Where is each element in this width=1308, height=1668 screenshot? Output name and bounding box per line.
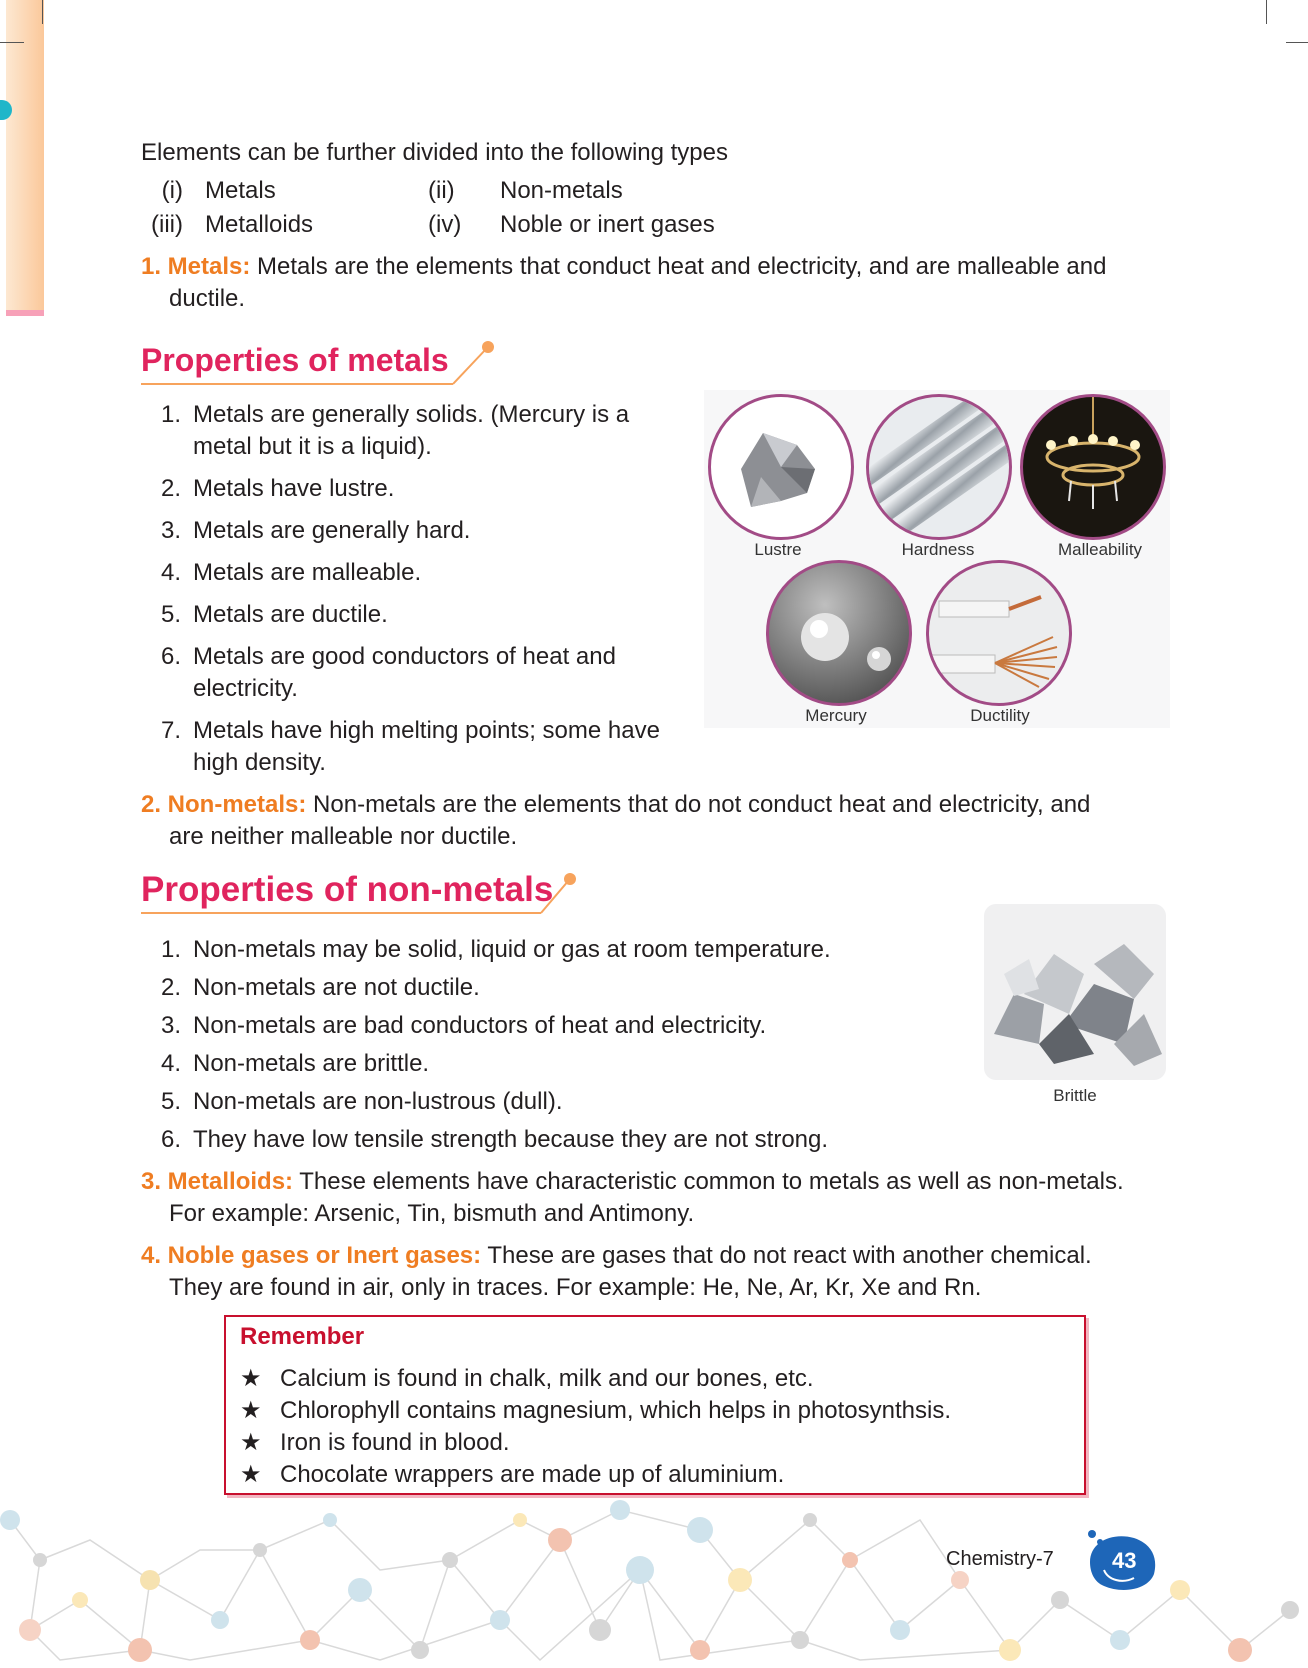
remember-box [224,1315,1086,1495]
mercury-photo [766,560,912,706]
crop-mark-top-right [1266,0,1267,24]
left-margin-tab [6,0,44,312]
caption-brittle: Brittle [1053,1086,1097,1105]
remember-item: ★ Iron is found in blood. [240,1427,1060,1459]
malleability-photo [1020,394,1166,540]
brittle-photo [984,904,1166,1080]
crop-mark-top-left [42,0,43,24]
caption-ductility: Ductility [970,706,1030,725]
metalloids-definition-cont: For example: Arsenic, Tin, bismuth and Antimony. [169,1200,695,1227]
caption-hardness: Hardness [901,540,975,559]
star-icon: ★ [240,1461,262,1488]
chandelier-icon [1023,397,1163,537]
nonmetals-definition: 2. Non-metals: Non-metals are the elements that do not conduct heat and electricity, and [141,791,1091,818]
crystal-fragments-icon [984,904,1166,1080]
copper-wire-icon [929,563,1069,703]
hardness-photo [866,394,1012,540]
ductility-photo [926,560,1072,706]
metalloids-definition: 3. Metalloids: These elements have characteristic common to metals as well as non-metals. [141,1168,1124,1195]
metals-definition-cont: ductile. [169,285,246,312]
nonmetals-properties-heading: Properties of non-metals [141,870,554,909]
lustre-photo [708,394,854,540]
metals-properties-heading: Properties of metals [141,342,449,378]
star-icon: ★ [240,1365,262,1392]
page-number-badge [1082,1528,1158,1594]
mercury-drops-icon [769,563,909,703]
metal-rods-icon [869,397,1009,537]
remember-item: ★ Chlorophyll contains magnesium, which helps in photosynthsis. [240,1395,1060,1427]
remember-item: ★ Chocolate wrappers are made up of aluminium. [240,1459,1060,1491]
metal-lump-icon [711,397,851,537]
star-icon: ★ [240,1397,262,1424]
crop-mark-top-left-h [0,42,24,43]
heading-underline-decoration [141,336,501,388]
metals-definition: 1. Metals: Metals are the elements that conduct heat and electricity, and are malleable and [141,253,1107,280]
caption-lustre: Lustre [754,540,802,559]
remember-title: Remember [240,1323,365,1350]
heading-underline-decoration [141,868,591,918]
remember-item: ★ Calcium is found in chalk, milk and our bones, etc. [240,1363,1060,1395]
left-tab-pink-line [6,310,44,316]
caption-malleability: Malleability [1057,540,1143,559]
noble-gases-definition-cont: They are found in air, only in traces. For example: He, Ne, Ar, Kr, Xe and Rn. [169,1274,982,1301]
caption-mercury: Mercury [805,706,867,725]
page-number: 43 [1112,1548,1137,1573]
nonmetals-definition-cont: are neither malleable nor ductile. [169,823,518,850]
crop-mark-top-right-h [1286,42,1308,43]
intro-text: Elements can be further divided into the following types [141,139,729,166]
star-icon: ★ [240,1429,262,1456]
footer-book-title: Chemistry-7 [946,1548,1054,1570]
noble-gases-definition: 4. Noble gases or Inert gases: These are gases that do not react with another chemical. [141,1242,1092,1269]
